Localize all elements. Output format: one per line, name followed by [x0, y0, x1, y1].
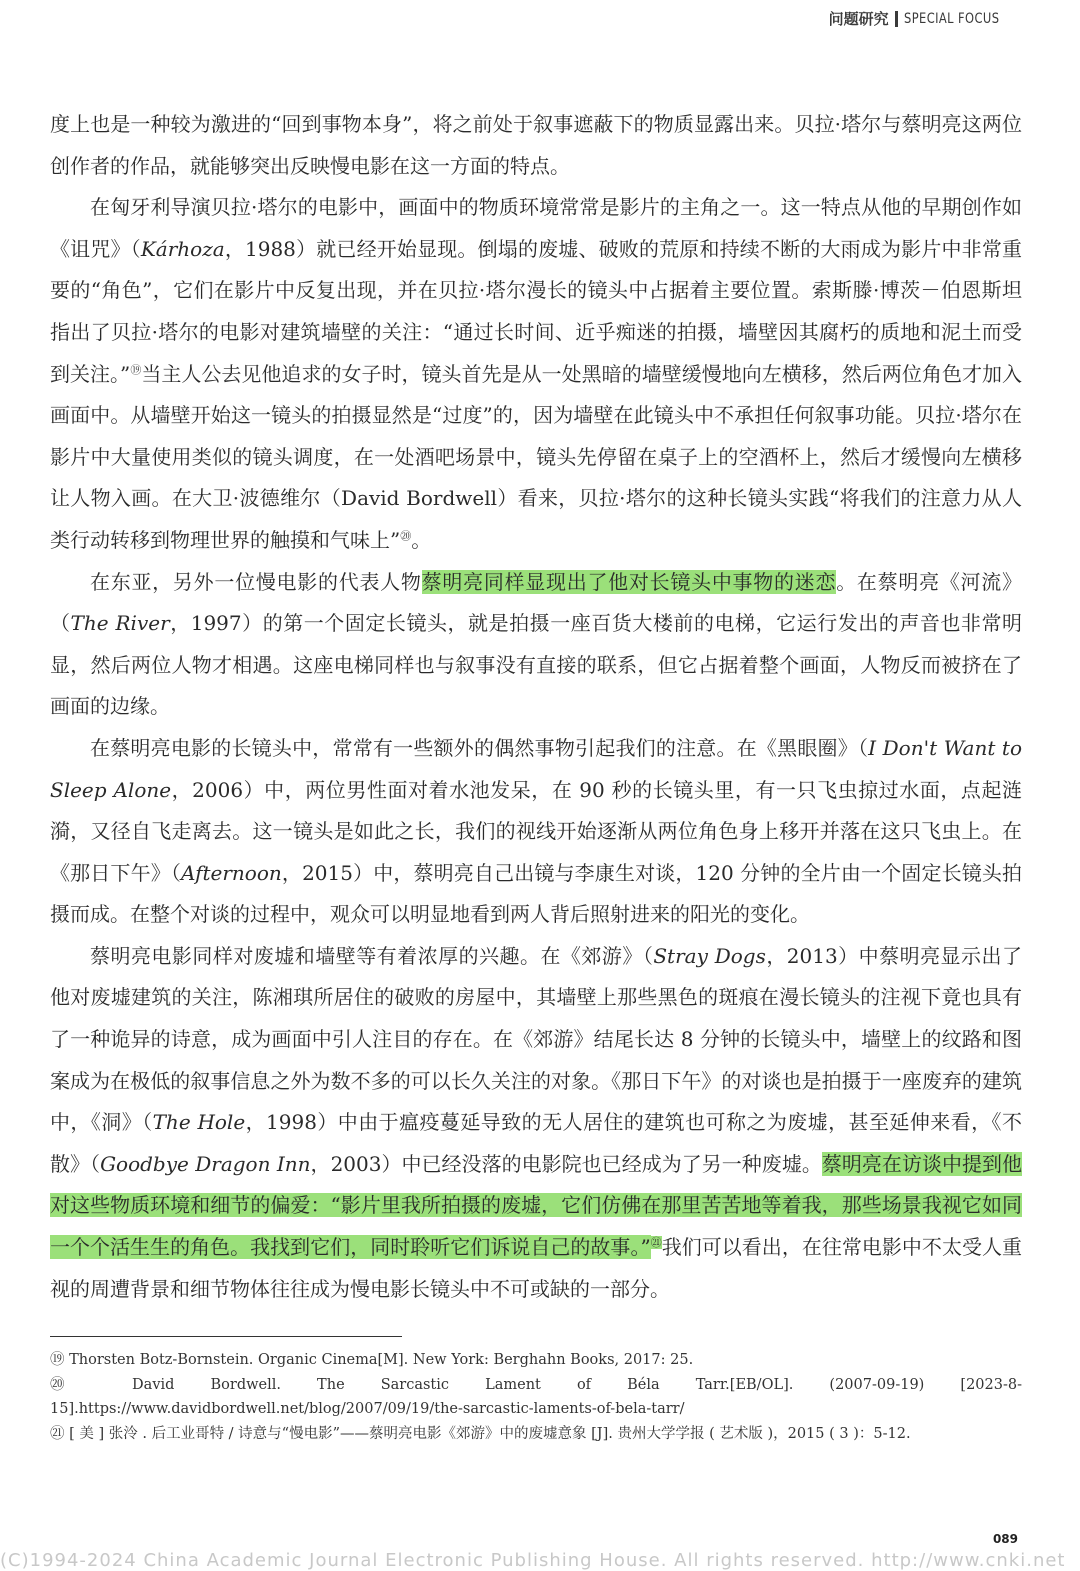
paragraph-3	[50, 562, 1022, 728]
page-number: 089	[992, 1532, 1018, 1546]
film-title-italic: The Hole	[152, 1110, 246, 1135]
footnote-divider	[50, 1336, 402, 1337]
text-run: ，1998）中由于瘟疫蔓延导致的无人居住的建筑也可称之为废墟，甚至延伸来看，《不散》（	[50, 1110, 1022, 1176]
text-run: ，2003）中已经没落的电影院也已经成为了另一种废墟。	[310, 1151, 822, 1176]
paragraph-4	[50, 728, 1022, 936]
paragraph-2	[50, 187, 1022, 561]
footnote-21: ㉑ [ 美 ] 张泠 . 后工业哥特 / 诗意与“慢电影”——蔡明亮电影《郊游》中的废墟意象 [J]. 贵州大学学报 ( 艺术版 )，2015 ( 3 )：5-12.	[50, 1425, 911, 1442]
highlighted-quote[interactable]: 蔡明亮在访谈中提到他对这些物质环境和细节的偏爱：“影片里我所拍摄的废墟，它们仿佛在那里苦苦地等着我，那些场景我视它如同一个个活生生的角色。我找到它们，同时聆听它们诉说自己的故事。”	[50, 1151, 1023, 1260]
text-run: 当主人公去见他追求的女子时，镜头首先是从一处黑暗的墙壁缓慢地向左横移，然后两位角色才加入画面中。从墙壁开始这一镜头的拍摄显然是“过度”的，因为墙壁在此镜头中不承担任何叙事功能。贝拉·塔尔在影片中大量使用类似的镜头调度，在一处酒吧场景中，镜头先停留在桌子上的空酒杯上，然后才缓慢向左横移让人物入画。在大卫·波德维尔（David Bordwell）看来，贝拉·塔尔的这种长镜头实践“将我们的注意力从人类行动转移到物理世界的触摸和气味上”	[50, 361, 1022, 552]
footnote-ref-21[interactable]: ㉑	[650, 1236, 662, 1250]
text-run: 。	[411, 527, 432, 552]
text-run: 我们可以看出，在往常电影中不太受人重视的周遭背景和细节物体往往成为慢电影长镜头中不可或缺的一部分。	[50, 1235, 1022, 1301]
footnotes	[50, 1348, 1022, 1446]
copyright-watermark: (C)1994-2024 China Academic Journal Electronic Publishing House. All rights reserved. http://www.cnki.net	[0, 1550, 1066, 1571]
text-run: 在东亚，另外一位慢电影的代表人物	[90, 569, 422, 594]
text-run: ，2006）中，两位男性面对着水池发呆，在 90 秒的长镜头里，有一只飞虫掠过水面，点起涟漪，又径自飞走离去。这一镜头是如此之长，我们的视线开始逐渐从两位角色身上移开并落在这只飞虫上。在《那日下午》（	[50, 777, 1022, 885]
text-run: ，1988）就已经开始显现。倒塌的废墟、破败的荒原和持续不断的大雨成为影片中非常重要的“角色”，它们在影片中反复出现，并在贝拉·塔尔漫长的镜头中占据着主要位置。索斯滕·博茨－伯恩斯坦指出了贝拉·塔尔的电影对建筑墙壁的关注：“通过长时间、近乎痴迷的拍摄，墙壁因其腐朽的质地和泥土而受到关注。”	[50, 236, 1023, 386]
section-title-zh: 问题研究	[828, 10, 889, 28]
article-body	[50, 104, 1022, 1310]
paragraph-5	[50, 936, 1022, 1310]
highlighted-text[interactable]: 蔡明亮同样显现出了他对长镜头中事物的迷恋	[421, 569, 837, 594]
section-title-en: SPECIAL FOCUS	[903, 10, 1000, 27]
paragraph-1-text: 度上也是一种较为激进的“回到事物本身”，将之前处于叙事遮蔽下的物质显露出来。贝拉·塔尔与蔡明亮这两位创作者的作品，就能够突出反映慢电影在这一方面的特点。	[50, 112, 1022, 178]
film-title-italic: I Don't Want to Sleep Alone	[50, 735, 1023, 802]
footnote-ref-20[interactable]: ⑳	[400, 529, 412, 543]
film-title-italic: Stray Dogs	[653, 943, 766, 968]
footnote-20: ⑳ David Bordwell. The Sarcastic Lament of Béla Tarr.[EB/OL]. (2007-09-19) [2023-8-15].https://www.davidbordwell.net/blog/2007/09/19/the-sarcastic-laments-of-bela-tarr/	[50, 1376, 1022, 1417]
film-title-italic: Kárhoza	[140, 236, 225, 261]
text-run: 在蔡明亮电影的长镜头中，常常有一些额外的偶然事物引起我们的注意。在《黑眼圈》（	[90, 735, 869, 760]
text-run: ，2015）中，蔡明亮自己出镜与李康生对谈，120 分钟的全片由一个固定长镜头拍摄而成。在整个对谈的过程中，观众可以明显地看到两人背后照射进来的阳光的变化。	[50, 860, 1023, 927]
text-run: ，1997）的第一个固定长镜头，就是拍摄一座百货大楼前的电梯，它运行发出的声音也非常明显，然后两位人物才相遇。这座电梯同样也与叙事没有直接的联系，但它占据着整个画面，人物反而被挤在了画面的边缘。	[50, 611, 1022, 719]
text-run: 。在蔡明亮《河流》（	[50, 569, 1023, 636]
footnote-ref-19[interactable]: ⑲	[130, 362, 142, 376]
header-divider	[895, 11, 898, 27]
paragraph-1	[50, 104, 1022, 187]
film-title-italic: The River	[70, 611, 170, 636]
text-run: ，2013）中蔡明亮显示出了他对废墟建筑的关注，陈湘琪所居住的破败的房屋中，其墙壁上那些黑色的斑痕在漫长镜头的注视下竟也具有了一种诡异的诗意，成为画面中引人注目的存在。在《郊游》结尾长达 8 分钟的长镜头中，墙壁上的纹路和图案成为在极低的叙事信息之外为数不多的可以长久关注的对象。《那日下午》的对谈也是拍摄于一座废弃的建筑中，《洞》（	[50, 943, 1022, 1135]
text-run: 在匈牙利导演贝拉·塔尔的电影中，画面中的物质环境常常是影片的主角之一。这一特点从他的早期创作如《诅咒》（	[50, 195, 1022, 261]
film-title-italic: Afternoon	[181, 860, 282, 885]
page-header	[829, 8, 1020, 29]
film-title-italic: Goodbye Dragon Inn	[100, 1151, 311, 1176]
footnote-19: ⑲ Thorsten Botz-Bornstein. Organic Cinema[M]. New York: Berghahn Books, 2017: 25.	[50, 1352, 694, 1368]
text-run: 蔡明亮电影同样对废墟和墙壁等有着浓厚的兴趣。在《郊游》（	[90, 943, 654, 968]
